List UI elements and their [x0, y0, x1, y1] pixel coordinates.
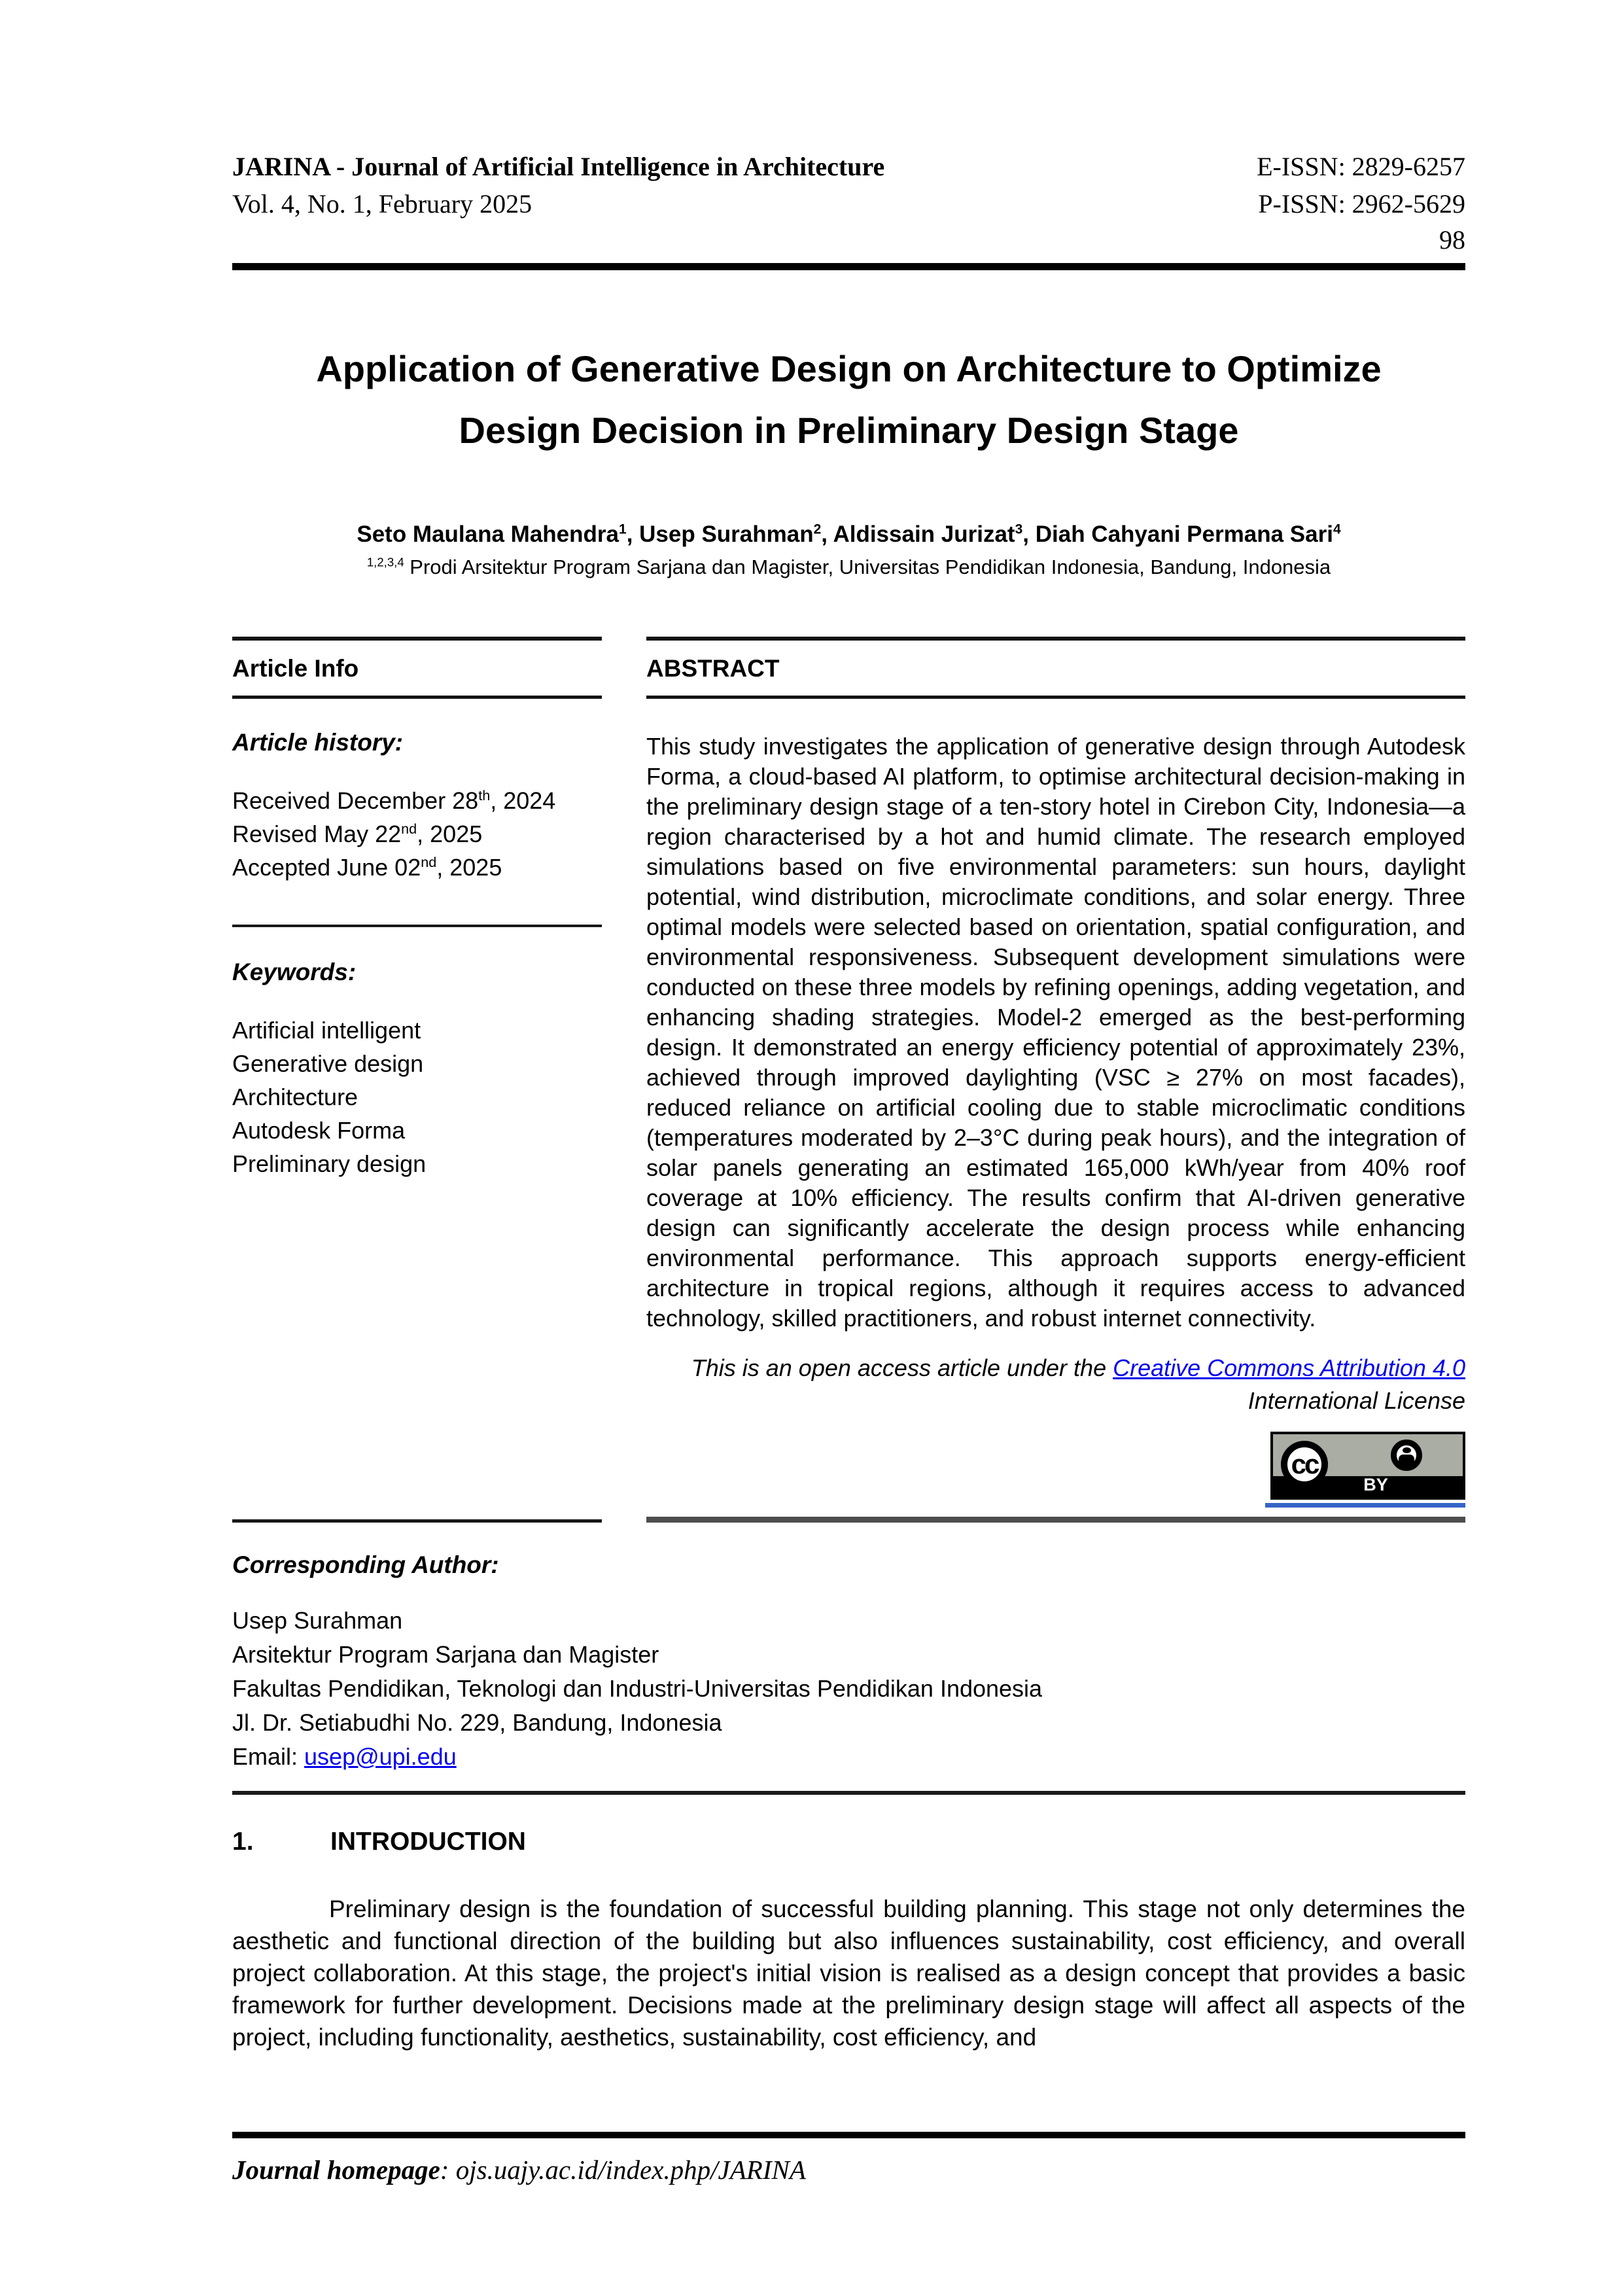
journal-header [232, 0, 1465, 270]
corresponding-faculty: Fakultas Pendidikan, Teknologi dan Industri-Universitas Pendidikan Indonesia [232, 1675, 1043, 1702]
author-1: Seto Maulana Mahendra$^1$, [357, 521, 640, 547]
keyword-item: Artificial intelligent [232, 1017, 421, 1044]
header-rule [232, 263, 1465, 270]
attribution-person-icon [1391, 1439, 1422, 1471]
article-title-line1: Application of Generative Design on Architecture to Optimize [316, 348, 1382, 389]
revised-date: Revised May 22nd, 2025 [232, 821, 483, 847]
journal-homepage-label: Journal homepage [232, 2155, 440, 2185]
article-history-label: Article history: [232, 729, 404, 756]
journal-volume: Vol. 4, No. 1, February 2025 [232, 189, 532, 219]
cc-logo-icon: cc [1281, 1441, 1328, 1488]
keywords-label: Keywords: [232, 959, 357, 985]
corresponding-name: Usep Surahman [232, 1607, 403, 1634]
section-number: 1. [232, 1828, 254, 1856]
journal-name: JARINA - Journal of Artificial Intelligence in Architecture [232, 152, 885, 181]
section-divider-rule [232, 1791, 1465, 1795]
keyword-item: Preliminary design [232, 1150, 427, 1177]
license-prefix: This is an open access article under the [691, 1354, 1113, 1381]
journal-homepage-url: : ojs.uajy.ac.id/index.php/JARINA [440, 2155, 806, 2185]
badge-by-label: BY [1363, 1475, 1388, 1494]
abstract-column [646, 637, 1465, 1523]
author-3: Aldissain Jurizat$^3$, [833, 521, 1036, 547]
article-info-heading: Article Info [232, 637, 602, 699]
email-label: Email: [232, 1743, 305, 1770]
article-title-line2: Design Decision in Preliminary Design Stage [459, 410, 1239, 451]
introduction-paragraph: Preliminary design is the foundation of successful building planning. This stage not only determines the aesthetic and functional direction of the building but also influences sustainability, cost efficiency, and overall project collaboration. At this stage, the project's initial vision is realised as a design concept that provides a basic framework for further development. Decisions made at the preliminary design stage will affect all aspects of the project, including functionality, aesthetics, sustainability, cost efficiency, and [232, 1896, 1465, 2051]
license-note [646, 1352, 1465, 1417]
keyword-item: Generative design [232, 1050, 424, 1077]
section-heading-label: INTRODUCTION [330, 1828, 526, 1856]
info-table [232, 637, 1465, 1523]
keyword-item: Autodesk Forma [232, 1117, 406, 1144]
article-title [232, 338, 1465, 461]
keyword-item: Architecture [232, 1084, 358, 1110]
corresponding-author-section [232, 1551, 1465, 1795]
introduction-section [232, 1828, 1465, 2053]
accepted-date: Accepted June 02nd, 2025 [232, 854, 502, 881]
cc-by-badge[interactable] [1270, 1432, 1465, 1500]
p-issn: P-ISSN: 2962-5629 [1258, 189, 1465, 219]
corresponding-author-label: Corresponding Author: [232, 1551, 499, 1578]
corresponding-dept: Arsitektur Program Sarjana dan Magister [232, 1641, 659, 1668]
corresponding-email-line [232, 1740, 1465, 1774]
authors-line [232, 521, 1465, 548]
article-info-column [232, 637, 602, 1523]
abstract-text: This study investigates the application of generative design through Autodesk Forma, a cloud-based AI platform, to optimise architectural decision-making in the preliminary design stage of a ten-story hotel in Cirebon City, Indonesia—a region characterised by a hot and humid climate. The research employed simulations based on five environmental parameters: sun hours, daylight potential, wind distribution, microclimate conditions, and solar energy. Three optimal models were selected based on orientation, spatial configuration, and environmental responsiveness. Subsequent development simulations were conducted on these three models by refining openings, adding vegetation, and enhancing shading strategies. Model-2 emerged as the best-performing design. It demonstrated an energy efficiency potential of approximately 23%, achieved through improved daylighting (VSC ≥ 27% on most facades), reduced reliance on artificial cooling due to stable microclimatic conditions (temperatures moderated by 2–3°C during peak hours), and the integration of solar panels generating an estimated 165,000 kWh/year from 40% roof coverage at 10% efficiency. The results confirm that AI-driven generative design can significantly accelerate the design process while enhancing environmental performance. This approach supports energy-efficient architecture in tropical regions, although it requires access to advanced technology, skilled practitioners, and robust internet connectivity. [646, 733, 1465, 1332]
license-line2: International License [1248, 1387, 1465, 1414]
badge-underline [1265, 1503, 1465, 1508]
affiliation: $^{1,2,3,4}$ Prodi Arsitektur Program Sarjana dan Magister, Universitas Pendidikan Indonesia, Bandung, Indonesia [366, 555, 1331, 578]
cc-badge-block [646, 1432, 1465, 1517]
page-number: 98 [1439, 225, 1465, 255]
article-info-divider [232, 925, 602, 927]
author-4: Diah Cahyani Permana Sari$^4$ [1035, 521, 1341, 547]
author-2: Usep Surahman$^2$, [639, 521, 833, 547]
page-footer [232, 2132, 1465, 2185]
corresponding-address: Jl. Dr. Setiabudhi No. 229, Bandung, Indonesia [232, 1709, 722, 1736]
cc-license-link[interactable]: Creative Commons Attribution 4.0 [1113, 1354, 1465, 1381]
e-issn: E-ISSN: 2829-6257 [1257, 152, 1465, 181]
introduction-heading [232, 1828, 1465, 1856]
keywords-list [232, 1014, 602, 1180]
received-date: Received December 28th, 2024 [232, 787, 556, 814]
email-link[interactable]: usep@upi.edu [304, 1743, 457, 1770]
abstract-heading: ABSTRACT [646, 637, 1465, 699]
